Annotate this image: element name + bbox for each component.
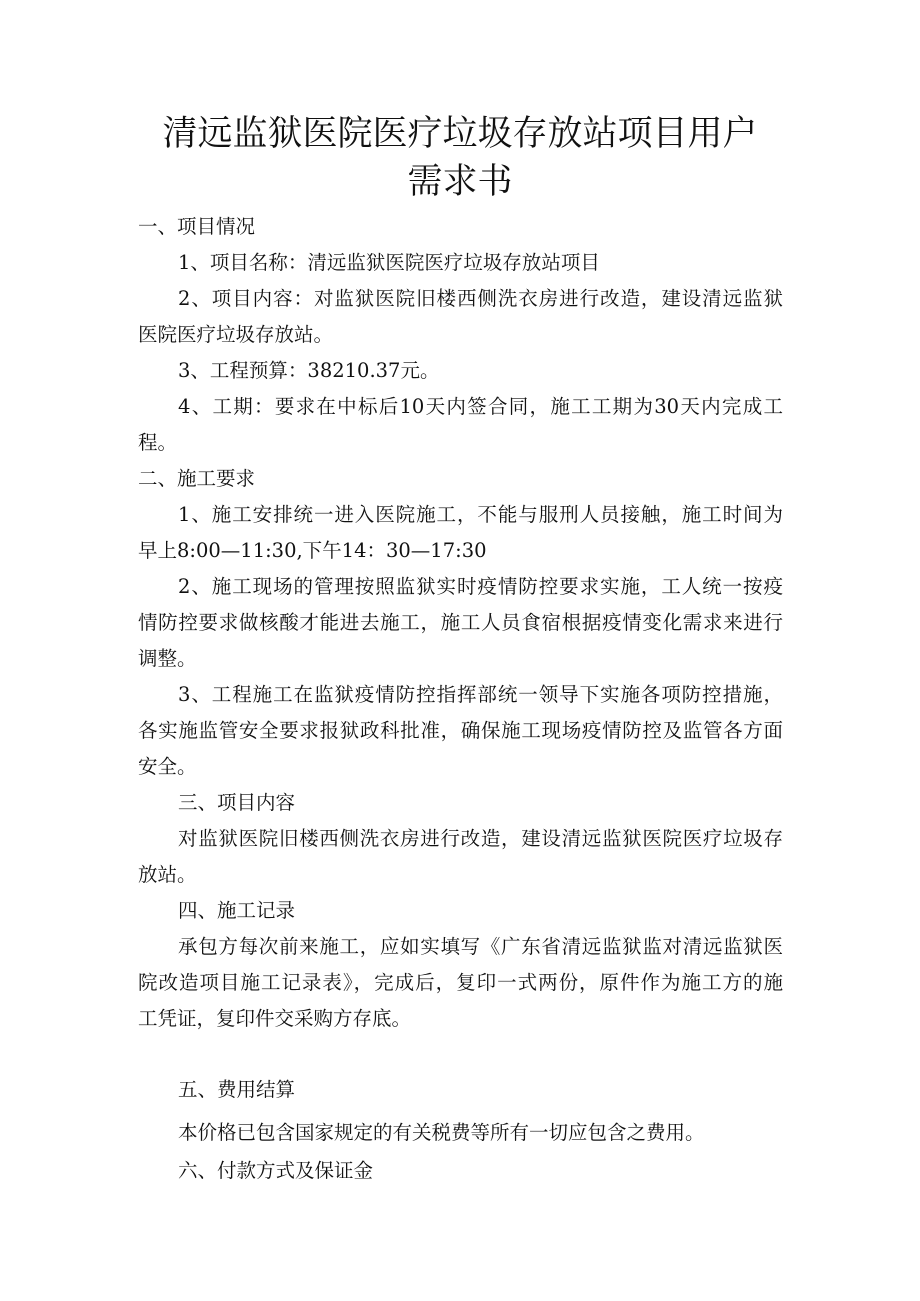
document-title-line-2: 需求书: [407, 162, 513, 202]
paragraph-requirement-3-line-3: 安全。: [138, 755, 197, 778]
paragraph-requirement-2-line-2: 情防控要求做核酸才能进去施工，施工人员食宿根据疫情变化需求来进行: [138, 611, 783, 634]
section-heading-project-overview: 一、项目情况: [138, 215, 256, 238]
paragraph-project-content-line-2: 医院医疗垃圾存放站。: [138, 323, 334, 346]
paragraph-records-line-1: 承包方每次前来施工，应如实填写《广东省清远监狱监对清远监狱医: [178, 935, 783, 958]
section-heading-construction-records: 四、施工记录: [178, 899, 296, 922]
section-heading-construction-requirements: 二、施工要求: [138, 467, 256, 490]
paragraph-duration-line-1: 4、工期：要求在中标后10天内签合同，施工工期为30天内完成工: [178, 395, 783, 418]
paragraph-project-name: 1、项目名称：清远监狱医院医疗垃圾存放站项目: [178, 251, 600, 274]
section-heading-payment-and-deposit: 六、付款方式及保证金: [178, 1159, 374, 1182]
paragraph-requirement-3-line-2: 各实施监管安全要求报狱政科批准，确保施工现场疫情防控及监管各方面: [138, 719, 783, 742]
paragraph-records-line-2: 院改造项目施工记录表》，完成后，复印一式两份，原件作为施工方的施: [138, 971, 783, 994]
paragraph-requirement-3-line-1: 3、工程施工在监狱疫情防控指挥部统一领导下实施各项防控措施，: [178, 683, 783, 706]
paragraph-records-line-3: 工凭证，复印件交采购方存底。: [138, 1007, 412, 1030]
paragraph-requirement-1-line-1: 1、施工安排统一进入医院施工，不能与服刑人员接触，施工时间为: [178, 503, 783, 526]
paragraph-requirement-2-line-1: 2、施工现场的管理按照监狱实时疫情防控要求实施，工人统一按疫: [178, 575, 783, 598]
paragraph-requirement-2-line-3: 调整。: [138, 647, 197, 670]
paragraph-requirement-1-line-2: 早上8:00—11:30,下午14：30—17:30: [138, 539, 487, 562]
paragraph-cost-settlement: 本价格已包含国家规定的有关税费等所有一切应包含之费用。: [178, 1121, 705, 1144]
paragraph-project-content-line-1: 2、项目内容：对监狱医院旧楼西侧洗衣房进行改造，建设清远监狱: [178, 287, 783, 310]
paragraph-project-content-detail-line-1: 对监狱医院旧楼西侧洗衣房进行改造，建设清远监狱医院医疗垃圾存: [178, 827, 783, 850]
section-heading-cost-settlement: 五、费用结算: [178, 1078, 296, 1101]
paragraph-duration-line-2: 程。: [138, 431, 178, 454]
paragraph-project-content-detail-line-2: 放站。: [138, 863, 197, 886]
document-title-line-1: 清远监狱医院医疗垃圾存放站项目用户: [162, 114, 758, 154]
section-heading-project-content: 三、项目内容: [178, 791, 296, 814]
paragraph-budget: 3、工程预算：38210.37元。: [178, 359, 440, 382]
